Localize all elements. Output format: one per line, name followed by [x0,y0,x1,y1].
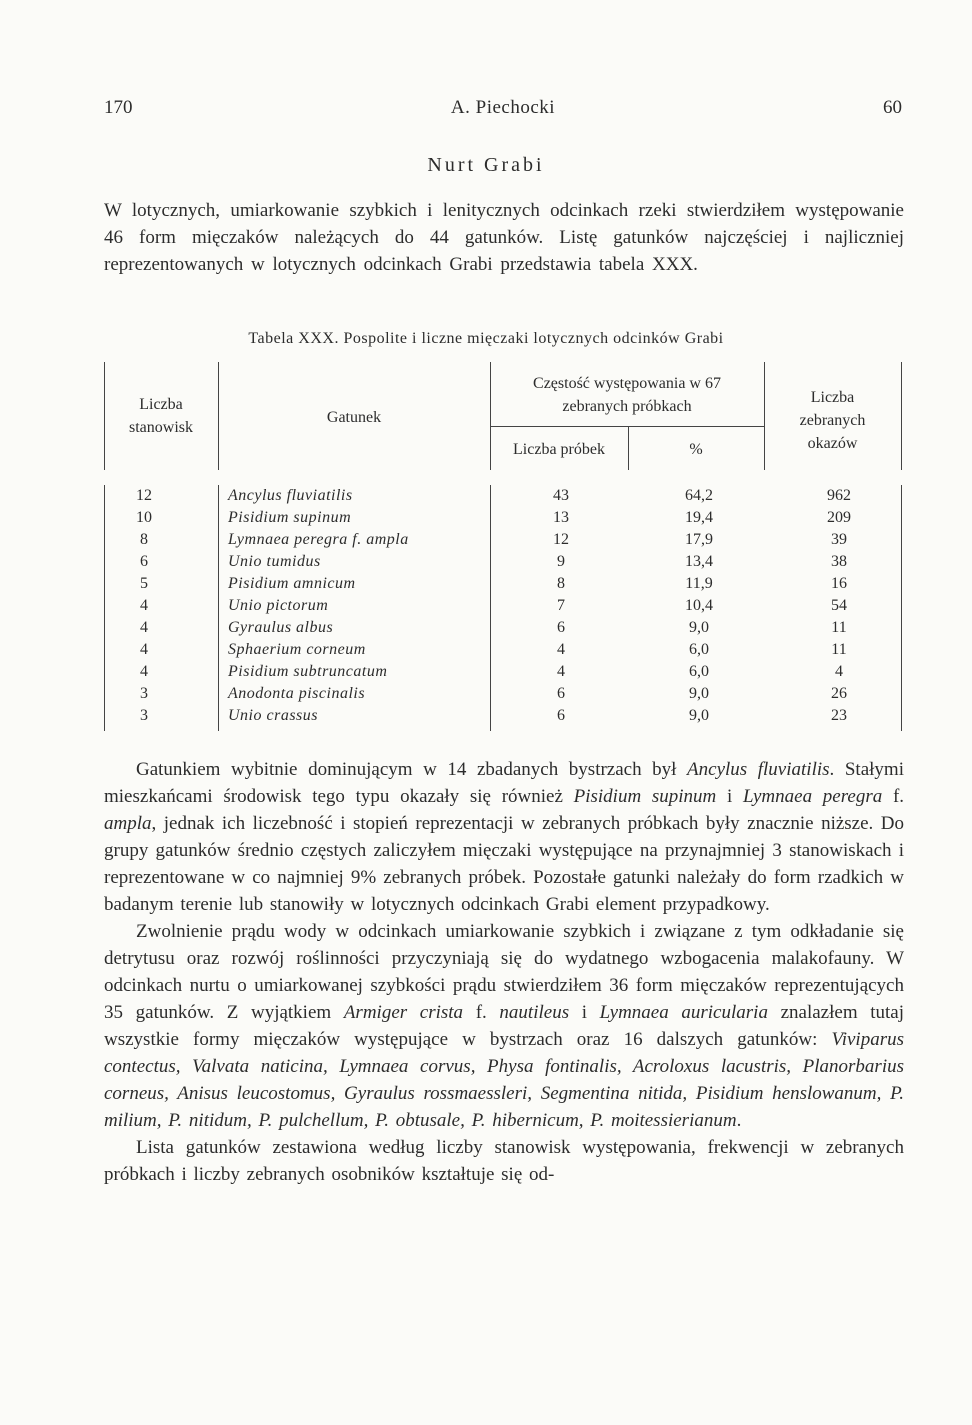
table-subheader-rule [490,426,764,427]
cell-okazow: 209 [827,509,851,526]
table-row [104,507,904,529]
cell-gatunek: Pisidium subtruncatum [228,663,388,680]
paragraph [104,918,904,1134]
author-name: A. Piechocki [450,97,556,118]
table-row [104,551,904,573]
cell-stanowisk: 4 [140,641,148,658]
cell-procent: 17,9 [685,531,713,548]
header-text: Liczba [810,389,855,406]
text-run: Lista gatunków zestawiona według liczby stanowisk występowania, frekwencji w zebranych próbkach i liczby zebranych osobników kształtuje się od- [104,1137,904,1185]
table-row [104,617,904,639]
cell-gatunek: Unio crassus [228,707,319,724]
cell-okazow: 11 [831,641,847,658]
cell-procent: 19,4 [685,509,713,526]
header-text: Częstość występowania w 67 [533,375,721,392]
header-text: zebranych [799,412,866,429]
cell-stanowisk: 4 [140,619,148,636]
cell-probek: 6 [557,707,565,724]
cell-probek: 43 [553,487,569,504]
cell-okazow: 4 [835,663,843,680]
cell-procent: 6,0 [689,663,709,680]
text-run: Zwolnienie prądu wody w odcinkach umiarkowanie szybkich i związane z tym odkładanie się detrytusu oraz rozwój roślinności przyczyniają się do wydatnego wzbogacenia malakofauny. W odcinkach nurtu o umiarkowanej szybkości prądu stwierdziłem 36 form mięczaków reprezentujących 35 gatunków. Z wyjątkiem [104,921,904,1023]
species-name: ampla [104,813,152,834]
cell-okazow: 11 [831,619,847,636]
running-header [104,97,902,127]
header-text: zebranych próbkach [562,398,692,415]
cell-procent: 9,0 [689,685,709,702]
header-procent: % [689,441,703,458]
cell-gatunek: Ancylus fluviatilis [228,487,353,504]
cell-gatunek: Pisidium supinum [228,509,352,526]
header-liczba-probek: Liczba próbek [513,441,605,458]
cell-procent: 11,9 [685,575,713,592]
cell-okazow: 16 [831,575,847,592]
cell-gatunek: Gyraulus albus [228,619,334,636]
text-run: i [569,1002,600,1023]
cell-stanowisk: 12 [136,487,152,504]
text-run: Gatunkiem wybitnie dominującym w 14 zbadanych bystrzach był [136,759,688,780]
table-row [104,683,904,705]
header-text: Liczba [139,396,183,413]
table-body [104,485,904,727]
cell-procent: 6,0 [689,641,709,658]
cell-okazow: 54 [831,597,847,614]
cell-gatunek: Sphaerium corneum [228,641,366,658]
body-text [104,756,904,1188]
table-row [104,661,904,683]
cell-procent: 9,0 [689,619,709,636]
cell-okazow: 39 [831,531,847,548]
table-row [104,573,904,595]
cell-stanowisk: 6 [140,553,148,570]
table-caption: Tabela XXX. Pospolite i liczne mięczaki lotycznych odcinków Grabi [248,330,724,347]
text-run: . Stałymi mieszkańcami środowisk tego typu okazały się również [104,759,904,807]
species-name: Lymnaea auricularia [599,1002,768,1023]
table-header [104,362,904,470]
header-gatunek: Gatunek [326,409,382,426]
text-run: znalazłem tutaj wszystkie formy mięczaków występujące w bystrzach oraz 16 dalszych gatunków: [104,1002,905,1050]
cell-procent: 64,2 [685,487,713,504]
cell-okazow: 962 [827,487,851,504]
text-run: f. [463,1002,500,1023]
table-border-right [901,362,902,470]
header-text: stanowisk [129,419,193,436]
cell-procent: 13,4 [685,553,713,570]
cell-stanowisk: 10 [136,509,152,526]
text-run: . [736,1110,742,1131]
intro-paragraph: W lotycznych, umiarkowanie szybkich i lenitycznych odcinkach rzeki stwierdziłem występowanie 46 form mięczaków należących do 44 gatunków. Listę gatunków najczęściej i najliczniej reprezentowanych w lotycznych odcinkach Grabi przedstawia tabela XXX. [104,200,904,275]
cell-stanowisk: 4 [140,663,148,680]
cell-okazow: 26 [831,685,847,702]
cell-gatunek: Anodonta piscinalis [228,685,366,702]
paragraph [104,1134,904,1188]
cell-gatunek: Lymnaea peregra f. ampla [228,531,409,548]
header-text: okazów [807,435,858,452]
cell-probek: 12 [553,531,569,548]
cell-probek: 8 [557,575,565,592]
table-row [104,595,904,617]
cell-stanowisk: 8 [140,531,148,548]
cell-gatunek: Pisidium amnicum [228,575,356,592]
page-number-left: 170 [104,97,133,118]
species-name: Pisidium supinum [573,786,717,807]
header-liczba-stanowisk [104,393,218,439]
header-liczba-okazow [764,386,901,455]
species-name: Lymnaea peregra [742,786,883,807]
cell-procent: 9,0 [689,707,709,724]
table-row [104,485,904,507]
table-row [104,705,904,727]
cell-okazow: 23 [831,707,847,724]
cell-gatunek: Unio tumidus [228,553,321,570]
cell-stanowisk: 5 [140,575,148,592]
cell-probek: 6 [557,619,565,636]
page-number-right: 60 [883,97,902,118]
species-name: Ancylus fluviatilis [687,759,830,780]
text-run: f. [882,786,905,807]
cell-probek: 4 [557,663,565,680]
header-czestosc [490,372,764,418]
cell-probek: 7 [557,597,565,614]
cell-probek: 9 [557,553,565,570]
cell-stanowisk: 3 [140,707,148,724]
species-name: Viviparus contectus, Valvata naticina, Lymnaea corvus, Physa fontinalis, Acroloxus lacustris, Planorbarius corneus, Anisus leucostomus, Gyraulus rossmaessleri, Segmentina nitida, Pisidium henslowanum, P. milium, P. nitidum, P. pulchellum, P. obtusale, P. hibernicum, P. moitessierianum [104,1029,904,1131]
paragraph [104,756,904,918]
cell-stanowisk: 3 [140,685,148,702]
section-title: Nurt Grabi [427,154,545,176]
cell-probek: 13 [553,509,569,526]
cell-stanowisk: 4 [140,597,148,614]
table-row [104,529,904,551]
cell-gatunek: Unio pictorum [228,597,329,614]
species-name: Armiger crista [343,1002,464,1023]
cell-procent: 10,4 [685,597,713,614]
table-row [104,639,904,661]
cell-probek: 6 [557,685,565,702]
text-run: i [716,786,743,807]
species-name: nautileus [499,1002,570,1023]
cell-probek: 4 [557,641,565,658]
text-run: , jednak ich liczebność i stopień reprezentacji w zebranych próbkach były znacznie niższe. Do grupy gatunków średnio częstych zaliczyłem mięczaki występujące na przynajmniej 3 stanowiskach i reprezentowane w co najmniej 9% zebranych próbek. Pozostałe gatunki należały do form rzadkich w badanym terenie lub stanowiły w lotycznych odcinkach Grabi element przypadkowy. [104,813,904,915]
cell-okazow: 38 [831,553,847,570]
